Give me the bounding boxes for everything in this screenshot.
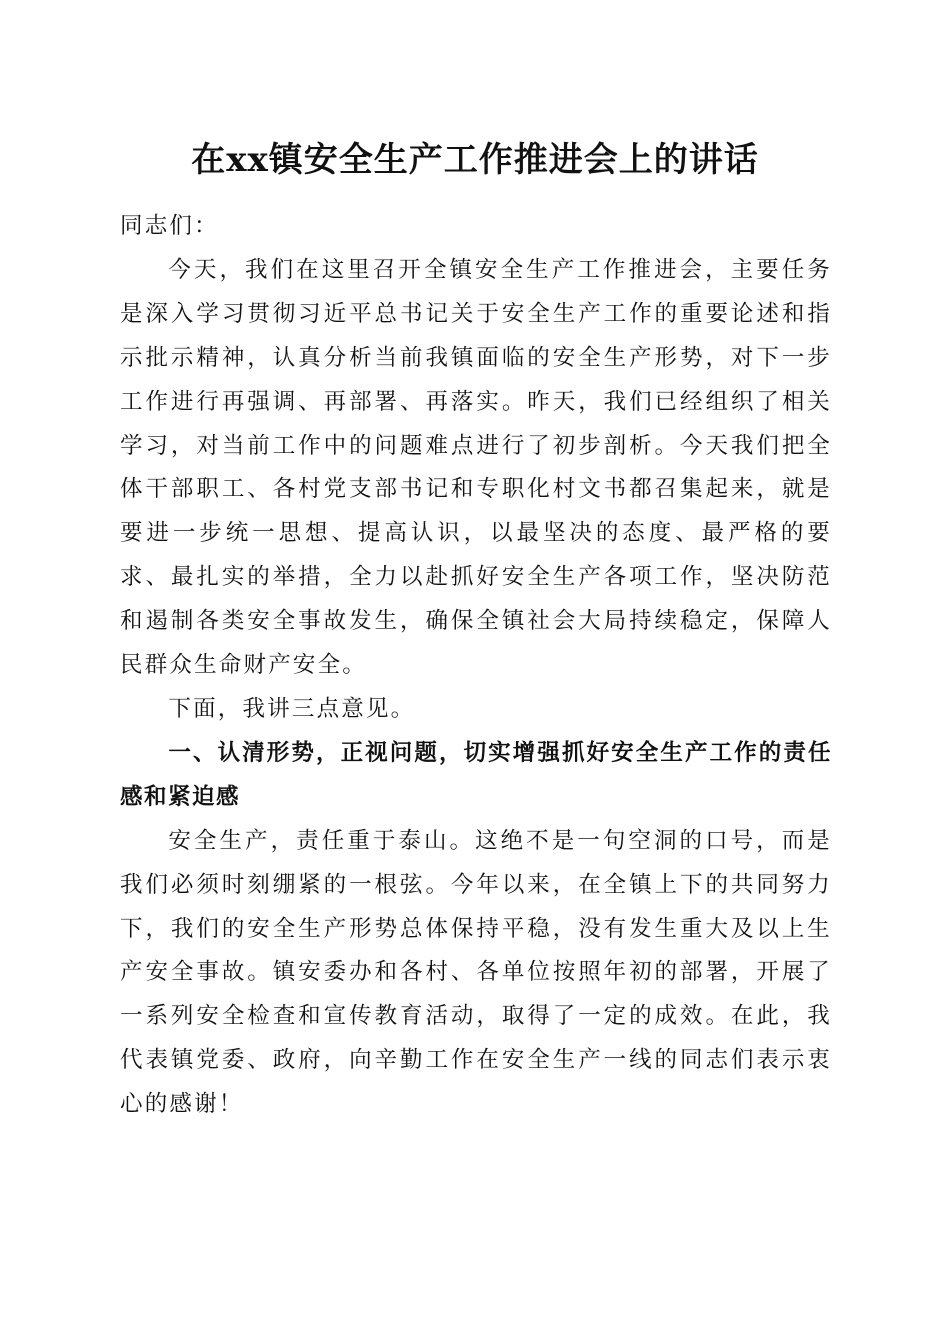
paragraph-transition: 下面，我讲三点意见。 (168, 695, 416, 722)
document-body (120, 205, 832, 1127)
paragraph-intro: 今天，我们在这里召开全镇安全生产工作推进会，主要任务是深入学习贯彻习近平总书记关于安全生产工作的重要论述和指示批示精神，认真分析当前我镇面临的安全生产形势，对下一步工作进行再强调、再部署、再落实。昨天，我们已经组织了相关学习，对当前工作中的问题难点进行了初步剖析。今天我们把全体干部职工、各村党支部书记和专职化村文书都召集起来，就是要进一步统一思想、提高认识，以最坚决的态度、最严格的要求、最扎实的举措，全力以赴抓好安全生产各项工作，坚决防范和遏制各类安全事故发生，确保全镇社会大局持续稳定，保障人民群众生命财产安全。 (120, 256, 832, 679)
section-heading-1: 一、认清形势，正视问题，切实增强抓好安全生产工作的责任感和紧迫感 (120, 739, 832, 810)
salutation: 同志们： (120, 213, 219, 239)
document-title: 在xx镇安全生产工作推进会上的讲话 (191, 140, 759, 180)
section-1-paragraph: 安全生产，责任重于泰山。这绝不是一句空洞的口号，而是我们必须时刻绷紧的一根弦。今年以来，在全镇上下的共同努力下，我们的安全生产形势总体保持平稳，没有发生重大及以上生产安全事故。镇安委办和各村、各单位按照年初的部署，开展了一系列安全检查和宣传教育活动，取得了一定的成效。在此，我代表镇党委、政府，向辛勤工作在安全生产一线的同志们表示衷心的感谢！ (120, 827, 832, 1118)
